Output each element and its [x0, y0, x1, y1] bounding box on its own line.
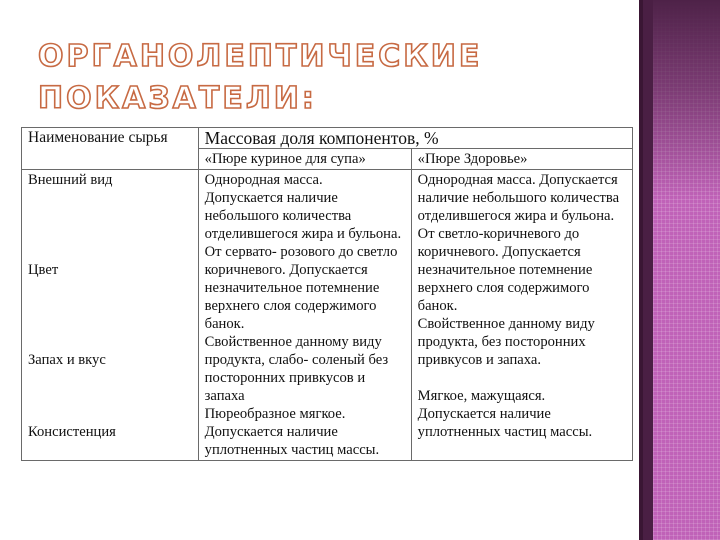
- table-cell-text: Свойственное данному виду продукта, без посторонних привкусов и запаха.: [417, 316, 595, 368]
- row-label: Консистенция: [28, 424, 116, 440]
- table-cell-text: Свойственное данному виду продукта, слабо- соленый без посторонних привкусов и запаха: [204, 334, 389, 404]
- product-a-cell: [198, 170, 411, 461]
- table-header-row: [22, 128, 633, 149]
- table-cell-text: От светло-коричневого до коричневого. Допускается незначительное потемнение верхнего слоя содержимого банок.: [417, 226, 593, 314]
- table-cell-text: От сервато- розового до светло коричневого. Допускается незначительное потемнение верхнего слоя содержимого банок.: [204, 244, 398, 332]
- header-product-a: «Пюре куриное для супа»: [198, 149, 411, 170]
- slide-title-line: ОРГАНОЛЕПТИЧЕСКИЕ: [38, 39, 483, 74]
- row-label: Внешний вид: [28, 172, 113, 188]
- header-mass-fraction: Массовая доля компонентов, %: [198, 128, 632, 149]
- table-cell-text: Пюреобразное мягкое. Допускается наличие уплотненных частиц массы.: [204, 406, 380, 458]
- table-cell-text: Однородная масса. Допускается наличие небольшого количества отделившегося жира и бульона.: [417, 172, 620, 224]
- product-b-cell: [411, 170, 632, 461]
- table-body-row: [22, 170, 633, 461]
- header-raw-material: Наименование сырья: [22, 128, 199, 170]
- slide-title-line: ПОКАЗАТЕЛИ:: [38, 81, 317, 116]
- slide-title: [38, 36, 598, 120]
- decorative-side-edge: [639, 0, 643, 540]
- table-cell-text: Однородная масса. Допускается наличие небольшого количества отделившегося жира и бульона.: [204, 172, 402, 242]
- row-label: Цвет: [28, 262, 59, 278]
- table-cell-text: Мягкое, мажущаяся. Допускается наличие уплотненных частиц массы.: [417, 388, 593, 440]
- decorative-side-gradient: [653, 0, 720, 200]
- row-label: Запах и вкус: [28, 352, 106, 368]
- header-product-b: «Пюре Здоровье»: [411, 149, 632, 170]
- organoleptic-table: [21, 127, 633, 461]
- row-labels-cell: [22, 170, 199, 461]
